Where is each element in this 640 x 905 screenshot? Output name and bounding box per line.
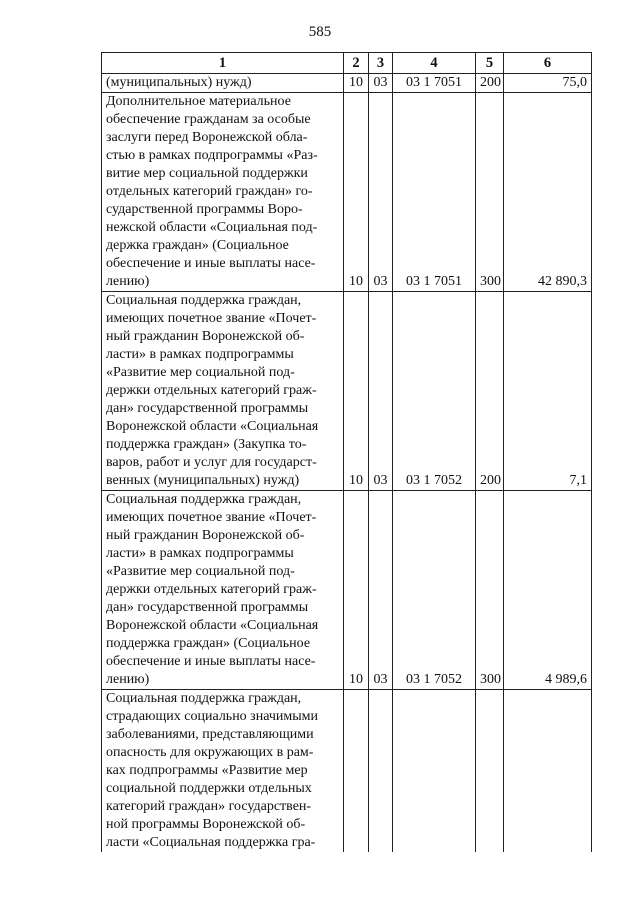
header-col-3: 3	[369, 53, 393, 74]
row-description: (муниципальных) нужд)	[102, 74, 344, 93]
subsection-code: 03	[369, 491, 393, 690]
amount: 4 989,6	[504, 491, 592, 690]
table-row	[102, 690, 592, 853]
table-row	[102, 491, 592, 690]
header-col-2: 2	[344, 53, 369, 74]
expense-type-code: 300	[476, 93, 504, 292]
budget-table	[101, 52, 592, 852]
row-description: Социальная поддержка граждан, страдающих социально значимыми заболеваниями, представляющими опасность для окружающих в рам- ках подпрограммы «Развитие мер социальной поддержки отдельных категорий граждан» государствен- ной программы Воронежской об- ласти «Социальная поддержка гра-	[102, 690, 344, 853]
amount: 7,1	[504, 292, 592, 491]
section-code: 10	[344, 93, 369, 292]
expense-type-code: 300	[476, 491, 504, 690]
target-article-code: 03 1 7052	[393, 292, 476, 491]
table-row	[102, 93, 592, 292]
section-code	[344, 690, 369, 853]
target-article-code: 03 1 7051	[393, 93, 476, 292]
section-code: 10	[344, 292, 369, 491]
amount: 75,0	[504, 74, 592, 93]
target-article-code: 03 1 7052	[393, 491, 476, 690]
section-code: 10	[344, 491, 369, 690]
amount	[504, 690, 592, 853]
page-number: 585	[308, 24, 332, 40]
expense-type-code: 200	[476, 292, 504, 491]
table-row	[102, 292, 592, 491]
expense-type-code: 200	[476, 74, 504, 93]
subsection-code	[369, 690, 393, 853]
header-col-5: 5	[476, 53, 504, 74]
row-description: Социальная поддержка граждан, имеющих почетное звание «Почет- ный гражданин Воронежской об- ласти» в рамках подпрограммы «Развитие мер социальной под- держки отдельных категорий граж- дан» государственной программы Воронежской области «Социальная поддержка граждан» (Социальное обеспечение и иные выплаты насе- лению)	[102, 491, 344, 690]
row-description: Дополнительное материальное обеспечение гражданам за особые заслуги перед Воронежской обла- стью в рамках подпрограммы «Раз- витие мер социальной поддержки отдельных категорий граждан» го- сударственной программы Воро- нежской области «Социальная под- держка граждан» (Социальное обеспечение и иные выплаты насе- лению)	[102, 93, 344, 292]
expense-type-code	[476, 690, 504, 853]
header-row	[102, 53, 592, 74]
subsection-code: 03	[369, 74, 393, 93]
section-code: 10	[344, 74, 369, 93]
table-row	[102, 74, 592, 93]
header-col-1: 1	[102, 53, 344, 74]
header-col-6: 6	[504, 53, 592, 74]
target-article-code	[393, 690, 476, 853]
target-article-code: 03 1 7051	[393, 74, 476, 93]
subsection-code: 03	[369, 292, 393, 491]
row-description: Социальная поддержка граждан, имеющих почетное звание «Почет- ный гражданин Воронежской об- ласти» в рамках подпрограммы «Развитие мер социальной под- держки отдельных категорий граж- дан» государственной программы Воронежской области «Социальная поддержка граждан» (Закупка то- варов, работ и услуг для государст- венных (муниципальных) нужд)	[102, 292, 344, 491]
subsection-code: 03	[369, 93, 393, 292]
header-col-4: 4	[393, 53, 476, 74]
amount: 42 890,3	[504, 93, 592, 292]
